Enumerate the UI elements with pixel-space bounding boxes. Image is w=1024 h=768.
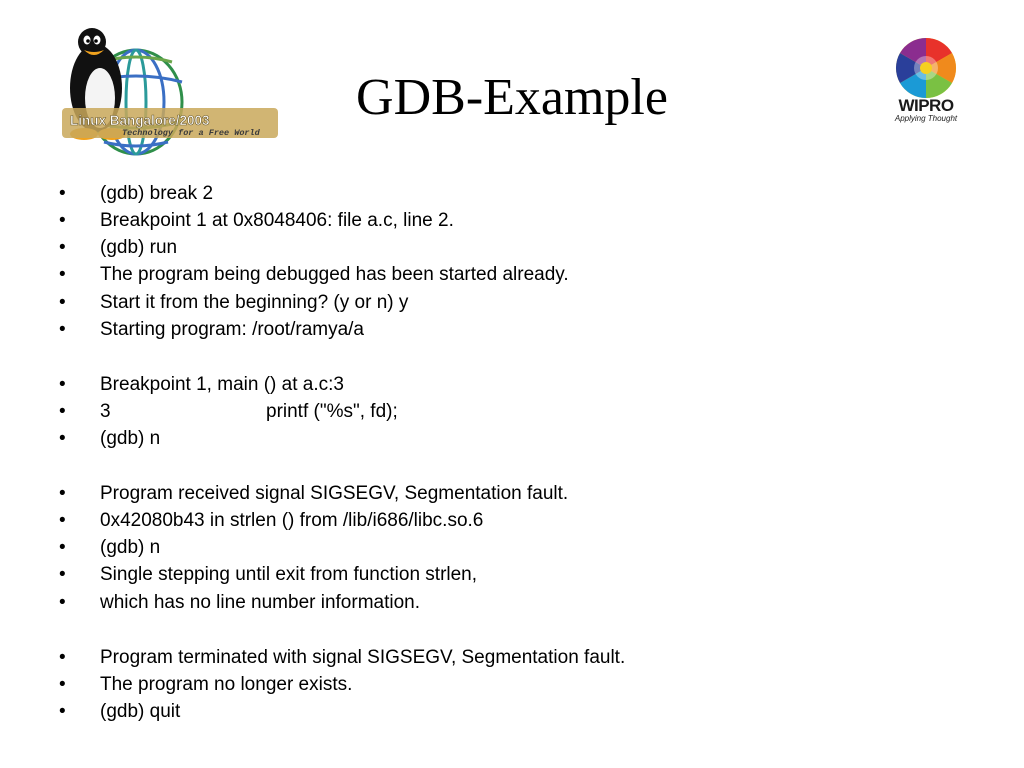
logo-main-text: Linux Bangalore/2003 <box>70 113 210 128</box>
list-item <box>0 672 1024 698</box>
bullet-text: Program received signal SIGSEGV, Segmentation fault. <box>100 483 569 504</box>
bullet-text: (gdb) n <box>100 537 161 558</box>
wipro-brand-text: WIPRO <box>898 96 954 115</box>
source-line-number: 3 <box>100 401 111 422</box>
bullet-icon: • <box>59 510 66 531</box>
list-item <box>0 372 1024 398</box>
bullet-text: (gdb) run <box>100 237 178 258</box>
bullet-icon: • <box>59 701 66 722</box>
bullet-icon: • <box>59 564 66 585</box>
bullet-text: The program being debugged has been started already. <box>100 264 569 285</box>
list-item <box>0 262 1024 288</box>
bullet-icon: • <box>59 319 66 340</box>
list-item <box>0 426 1024 452</box>
list-item <box>0 645 1024 671</box>
bullet-text: Breakpoint 1 at 0x8048406: file a.c, line 2. <box>100 210 454 231</box>
list-item <box>0 290 1024 316</box>
bullet-text: Single stepping until exit from function strlen, <box>100 564 478 585</box>
list-item <box>0 562 1024 588</box>
list-item <box>0 508 1024 534</box>
bullet-text: (gdb) break 2 <box>100 183 214 204</box>
bullet-icon: • <box>59 237 66 258</box>
bullet-icon: • <box>59 647 66 668</box>
bullet-icon: • <box>59 674 66 695</box>
slide-title: GDB-Example <box>356 69 668 126</box>
bullet-icon: • <box>59 483 66 504</box>
bullet-icon: • <box>59 264 66 285</box>
list-item <box>0 481 1024 507</box>
bullet-text: Start it from the beginning? (y or n) y <box>100 292 409 313</box>
bullet-text: Breakpoint 1, main () at a.c:3 <box>100 374 344 395</box>
bullet-icon: • <box>59 183 66 204</box>
bullet-icon: • <box>59 592 66 613</box>
bullet-icon: • <box>59 401 66 422</box>
bullet-icon: • <box>59 374 66 395</box>
bullet-icon: • <box>59 292 66 313</box>
logo-sub-text: Technology for a Free World <box>122 128 260 138</box>
list-item <box>0 208 1024 234</box>
bullet-icon: • <box>59 428 66 449</box>
bullet-icon: • <box>59 210 66 231</box>
bullet-text: Starting program: /root/ramya/a <box>100 319 364 340</box>
list-item <box>0 590 1024 616</box>
list-item <box>0 235 1024 261</box>
bullet-icon: • <box>59 537 66 558</box>
source-statement: printf ("%s", fd); <box>266 401 398 422</box>
list-item <box>0 699 1024 725</box>
list-item <box>0 535 1024 561</box>
bullet-text: (gdb) n <box>100 428 161 449</box>
bullet-text: 0x42080b43 in strlen () from /lib/i686/libc.so.6 <box>100 510 484 531</box>
list-item <box>0 317 1024 343</box>
bullet-text: The program no longer exists. <box>100 674 353 695</box>
list-item <box>0 181 1024 207</box>
wipro-tagline: Applying Thought <box>894 114 958 123</box>
bullet-text: Program terminated with signal SIGSEGV, Segmentation fault. <box>100 647 626 668</box>
bullet-text: which has no line number information. <box>100 592 421 613</box>
bullet-text: (gdb) quit <box>100 701 181 722</box>
list-item <box>0 399 1024 425</box>
